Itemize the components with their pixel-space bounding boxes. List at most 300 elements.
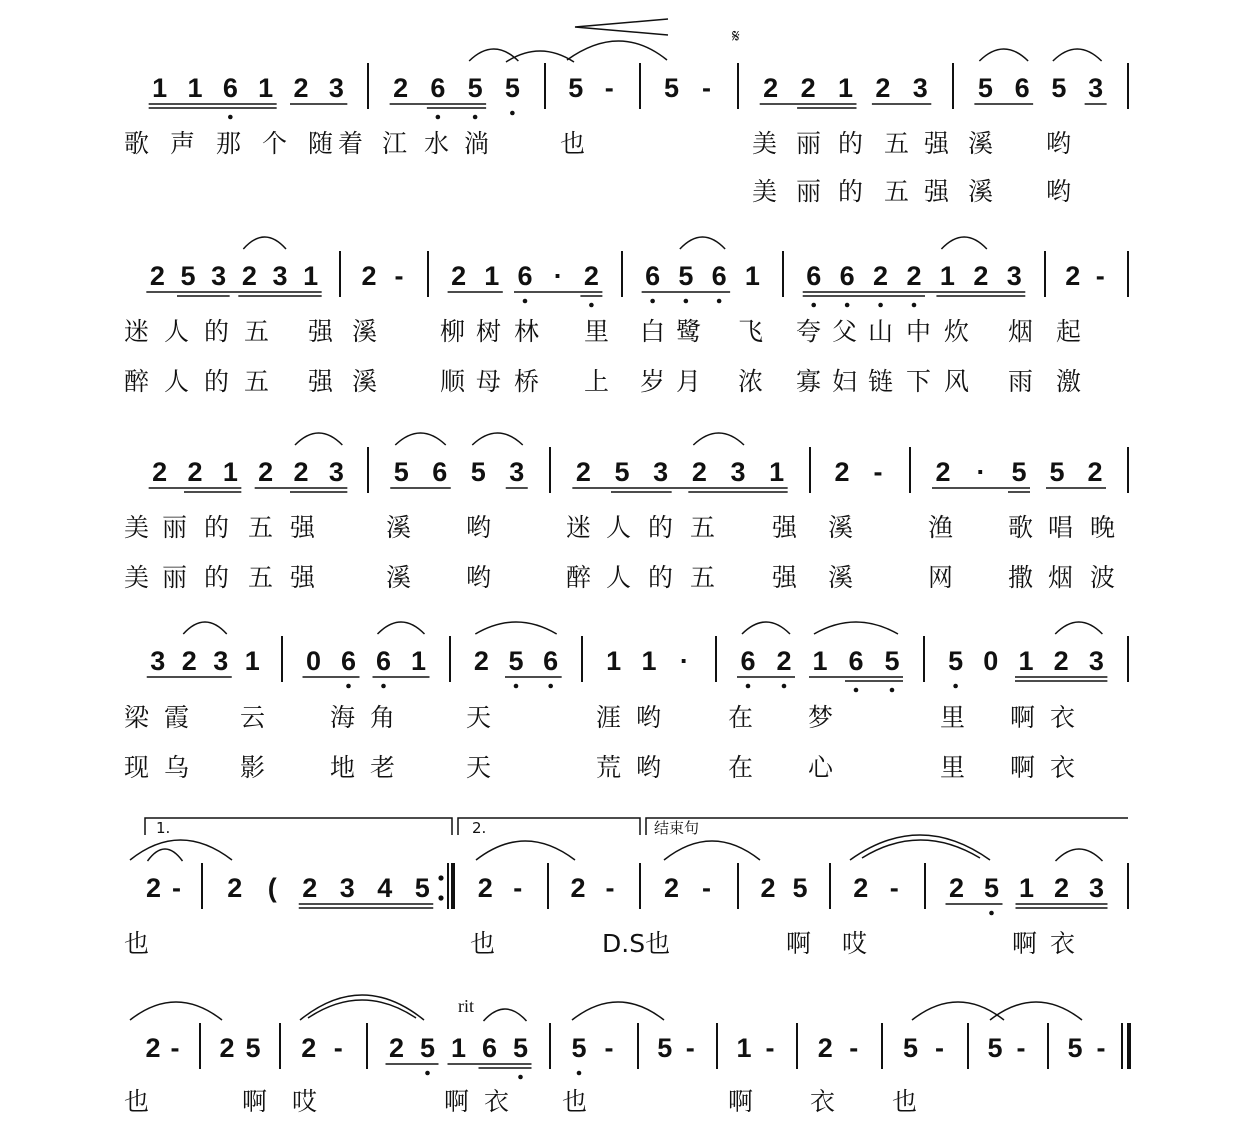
slur-arc [1053,49,1102,61]
note: 3 [912,73,928,103]
lyric-char: 人 [606,563,632,592]
note: 5 [663,73,680,103]
segno-symbol: 𝄋 [732,26,740,46]
note: 2 [1065,261,1081,291]
lyric-char: 哟 [466,563,492,592]
lyric-char: 也 [124,929,150,958]
volta-1-label: 1. [156,819,171,837]
note: 6 [645,261,661,291]
decrescendo-hairpin [575,19,668,35]
lyric-char: 美 [752,129,778,158]
note: 5 [508,646,524,676]
note: 6 [543,646,559,676]
lyric-char: 衣 [1050,703,1076,732]
note: 2 [393,73,409,103]
note: 2 [570,873,586,903]
slur-arc [308,1000,416,1018]
note: 6 [340,646,357,676]
lyric-char: 也 [470,929,496,958]
note: 1 [258,73,274,103]
note: 5 [983,873,1000,903]
lyric-char: 五 [884,177,910,206]
octave-dot [514,684,519,689]
lyric-char: 着 [338,129,364,158]
note: 5 [884,646,900,676]
lyric-char: 五 [244,317,270,346]
lyric-char: 寡 [796,367,822,396]
note: 2 [834,457,850,487]
note: 2 [906,261,922,291]
slur-arc [378,622,425,634]
slur-arc [148,849,183,861]
slur-arc [243,237,286,249]
lyric-char: 老 [370,753,396,782]
note: 5 [568,73,584,103]
lyric-char: 心 [808,753,834,782]
note: - [333,1033,343,1063]
note: 3 [272,261,288,291]
lyric-char: 也 [892,1087,918,1116]
slur-arc [395,433,446,445]
note: 3 [213,646,229,676]
lyric-char: 迷 [124,317,150,346]
note: 5 [1067,1033,1083,1063]
note: 6 [711,261,727,291]
lyric-char: 母 [476,367,502,396]
lyric-char: 梁 [124,703,150,732]
lyric-char: 岁 [640,367,666,396]
lyric-char: 海 [330,703,356,732]
note: 2 [293,457,309,487]
lyric-char: 桥 [514,367,540,396]
slur-arc [1055,622,1102,634]
note: 2 [935,457,951,487]
lyric-char: 渔 [928,513,954,542]
lyric-char: 哎 [842,929,868,958]
note: 2 [181,646,197,676]
volta-brackets [145,818,1128,837]
note: 5 [180,261,196,291]
note: 1 [1018,873,1035,903]
lyric-char: 在 [728,753,754,782]
slur-arc [130,1002,222,1020]
ending-label: 结束句 [654,819,700,837]
lyric-char: 激 [1056,367,1082,396]
note: 5 [678,261,694,291]
note: 2 [1053,646,1069,676]
lyric-char: 晚 [1090,513,1116,542]
note: - [604,73,614,103]
note: 3 [1088,646,1104,676]
note: - [935,1033,944,1063]
note: 6 [740,646,756,676]
note: 1 [641,646,657,676]
lyric-char: 里 [584,317,610,346]
lyric-char: 也 [562,1087,588,1116]
lyric-char: 柳 [440,317,466,346]
lyric-char: 强 [308,367,334,396]
lyric-char: 现 [124,753,150,782]
note: · [976,457,986,487]
note: 1 [769,457,785,487]
octave-dot [589,303,594,308]
tie-arc [506,51,574,62]
note: 2 [973,261,989,291]
note: 1 [152,73,168,103]
note: 3 [211,261,227,291]
octave-dot [953,684,958,689]
note: 5 [1011,457,1027,487]
lyric-char: 妇 [832,367,858,396]
note: 5 [414,873,430,903]
lyric-char: 美 [124,513,150,542]
lyric-char: 丽 [162,513,188,542]
lyric-char: 美 [124,563,150,592]
octave-dot [346,684,351,689]
slur-arc [1056,849,1103,861]
note: 2 [301,1033,317,1063]
note: 1 [736,1033,752,1063]
note: 2 [241,261,257,291]
note: 3 [730,457,746,487]
note: 6 [222,73,238,103]
note: 5 [512,1033,529,1063]
octave-dot [717,299,722,304]
note: 2 [583,261,599,291]
lyric-char: 声 [170,129,196,158]
lyric-char: 的 [648,513,674,542]
octave-dot [912,303,917,308]
lyric-char: 丽 [162,563,188,592]
lyric-char: 五 [884,129,910,158]
slur-arc [476,841,575,860]
lyric-char: 哟 [466,513,492,542]
slur-arc [572,1002,664,1020]
note: - [1016,1033,1026,1063]
lyric-char: 啊 [444,1087,470,1116]
lyric-char: 上 [584,367,610,396]
note: 2 [145,873,162,903]
lyric-char: 哟 [1046,129,1072,158]
octave-dot [577,1071,582,1076]
note: 6 [430,73,446,103]
lyric-char: 里 [940,753,966,782]
lyric-char: 溪 [968,129,994,158]
note: 1 [187,73,203,103]
lyric-char: 人 [164,367,190,396]
note: - [765,1033,775,1063]
lyric-char: 的 [838,129,864,158]
slur-arc [183,622,227,634]
note: 2 [477,873,493,903]
lyric-char: 波 [1090,563,1116,592]
lyric-char: 强 [290,513,316,542]
note: 1 [1018,646,1034,676]
rit-marking: rit [458,996,474,1016]
lyric-char: 溪 [386,513,412,542]
lyric-char: 丽 [796,129,822,158]
lyric-char: 哟 [636,753,662,782]
note: - [394,261,404,291]
note: - [1096,1033,1106,1063]
note: 2 [663,873,680,903]
lyric-char: 烟 [1008,317,1034,346]
lyric-char: 溪 [968,177,994,206]
note: 2 [219,1033,235,1063]
note: 5 [987,1033,1003,1063]
lyric-char: 涯 [596,703,622,732]
lyric-char: 啊 [1010,753,1036,782]
note: - [889,873,899,903]
note: 2 [258,457,274,487]
octave-dot [381,684,386,689]
note: 1 [606,646,622,676]
note: 6 [375,646,392,676]
note: 2 [1087,457,1103,487]
lyric-char: 啊 [1012,929,1038,958]
lyric-char: 荒 [596,753,622,782]
note: - [172,873,181,903]
octave-dot [650,299,655,304]
lyric-char: 网 [928,563,954,592]
repeat-dot [438,895,443,900]
note: 2 [227,873,243,903]
note: 5 [948,646,964,676]
octave-dot [890,688,895,693]
note: 5 [657,1033,673,1063]
note: 2 [149,261,165,291]
note: 5 [504,73,520,103]
note: 5 [571,1033,587,1063]
note: 3 [339,873,355,903]
note: · [553,261,563,291]
volta-2-label: 2. [472,819,487,837]
note: 1 [744,261,760,291]
note: 5 [792,873,808,903]
lyric-char: 强 [772,513,798,542]
lyric-char: D.S也 [602,929,671,958]
lyric-char: 梦 [808,703,834,732]
note: 2 [451,261,467,291]
note: 2 [361,261,377,291]
slur-arc [300,995,424,1020]
lyric-char: 里 [940,703,966,732]
note: - [513,873,523,903]
lyric-char: 的 [204,367,230,396]
lyric-char: 链 [868,367,894,396]
octave-dot [523,299,528,304]
lyric-char: 人 [606,513,632,542]
note: - [702,73,711,103]
lyric-char: 云 [240,703,266,732]
lyric-char: 飞 [738,317,764,346]
lyric-char: 强 [308,317,334,346]
note: 1 [450,1033,467,1063]
lyric-char: 溪 [352,367,378,396]
note: 6 [1014,73,1030,103]
note: 5 [467,73,483,103]
lyric-char: 歌 [1008,513,1034,542]
lyric-char: 五 [690,513,716,542]
note: 6 [517,261,533,291]
octave-dot [782,684,787,689]
lyric-char: 地 [330,753,356,782]
slur-arc [295,433,342,445]
note: 3 [509,457,525,487]
note: 1 [837,73,854,103]
lyric-char: 溪 [386,563,412,592]
lyric-char: 天 [466,753,492,782]
slur-arc [912,1002,1004,1020]
octave-dot [436,115,441,120]
slur-arc [979,49,1028,61]
note: ( [267,873,277,903]
note: - [604,1033,614,1063]
note: 2 [948,873,965,903]
note: 2 [691,457,707,487]
lyric-char: 强 [772,563,798,592]
octave-dot [473,115,478,120]
note: 2 [302,873,318,903]
note: 5 [470,457,486,487]
note: 2 [817,1033,833,1063]
lyric-char: 溪 [828,513,854,542]
lyric-char: 那 [216,129,242,158]
lyric-char: 顺 [440,367,466,396]
note: 3 [328,73,344,103]
note: 5 [393,457,409,487]
note: 2 [853,873,869,903]
note: 2 [293,73,309,103]
note: 3 [328,457,344,487]
lyric-char: 夸 [796,317,822,346]
slur-arc [484,1009,527,1021]
slur-arc [941,237,986,249]
lyric-char: 烟 [1048,563,1074,592]
lyric-char: 江 [382,129,408,158]
lyric-char: 也 [560,129,586,158]
note: 6 [481,1033,498,1063]
lyric-char: 的 [204,317,230,346]
slur-arc [680,237,725,249]
note: 2 [776,646,792,676]
note: 5 [902,1033,919,1063]
lyric-char: 霞 [164,703,190,732]
lyric-char: 月 [676,367,702,396]
note: - [849,1033,859,1063]
lyric-char: 五 [690,563,716,592]
lyric-char: 林 [514,317,540,346]
octave-dot [518,1075,523,1080]
lyric-char: 歌 [124,129,150,158]
note: - [1095,261,1105,291]
note: - [873,457,883,487]
lyric-char: 起 [1056,317,1082,346]
lyric-char: 的 [648,563,674,592]
slur-arc [990,1002,1082,1020]
lyric-char: 天 [466,703,492,732]
note: 2 [388,1033,405,1063]
lyric-char: 影 [240,753,266,782]
lyric-char: 衣 [810,1087,836,1116]
lyric-char: 强 [924,177,950,206]
lyric-char: 撒 [1008,563,1034,592]
note: 6 [839,261,855,291]
note: 1 [484,261,500,291]
note: 2 [873,261,889,291]
lyric-char: 五 [244,367,270,396]
octave-dot [989,911,994,916]
repeat-dot [438,875,443,880]
lyric-char: 五 [248,513,274,542]
lyric-char: 五 [248,563,274,592]
lyric-char: 浓 [738,367,764,396]
note: 1 [812,646,828,676]
lyric-char: 在 [728,703,754,732]
note: 1 [303,261,319,291]
slur-arc [742,622,790,634]
lyric-char: 角 [370,703,396,732]
note: 3 [1088,73,1104,103]
note: - [702,873,711,903]
note: - [685,1033,695,1063]
lyric-char: 迷 [566,513,592,542]
note: 2 [145,1033,161,1063]
lyric-char: 唱 [1048,513,1074,542]
lyric-char: 父 [832,317,858,346]
octave-dot [811,303,816,308]
lyric-char: 树 [476,317,502,346]
lyric-char: 哟 [636,703,662,732]
lyric-char: 溪 [352,317,378,346]
octave-dot [684,299,689,304]
note: 2 [152,457,168,487]
lyric-char: 啊 [728,1087,754,1116]
lyric-char: 美 [752,177,778,206]
note: 4 [377,873,393,903]
lyric-char: 哎 [292,1087,318,1116]
lyric-char: 雨 [1008,367,1034,396]
octave-dot [425,1071,430,1076]
lyric-char: 啊 [1010,703,1036,732]
note: 5 [977,73,993,103]
lyric-char: 衣 [484,1087,510,1116]
slur-arc [664,841,760,860]
lyric-char: 衣 [1050,929,1076,958]
lyric-char: 白 [640,317,666,346]
note: 2 [800,73,816,103]
lyric-char: 啊 [786,929,812,958]
lyric-char: 强 [290,563,316,592]
lyric-char: 也 [124,1087,150,1116]
lyric-char: 下 [906,367,932,396]
note: 1 [410,646,427,676]
slur-arc [850,835,990,860]
octave-dot [510,111,515,116]
slur-arc [475,622,556,634]
lyric-char: 淌 [464,129,490,158]
note: - [170,1033,180,1063]
lyric-char: 炊 [944,317,970,346]
note: 2 [1053,873,1070,903]
note: 1 [244,646,260,676]
octave-dot [548,684,553,689]
lyric-char: 衣 [1050,753,1076,782]
lyric-char: 的 [838,177,864,206]
note: 5 [614,457,630,487]
lyric-char: 风 [944,367,970,396]
note: 5 [1051,73,1067,103]
